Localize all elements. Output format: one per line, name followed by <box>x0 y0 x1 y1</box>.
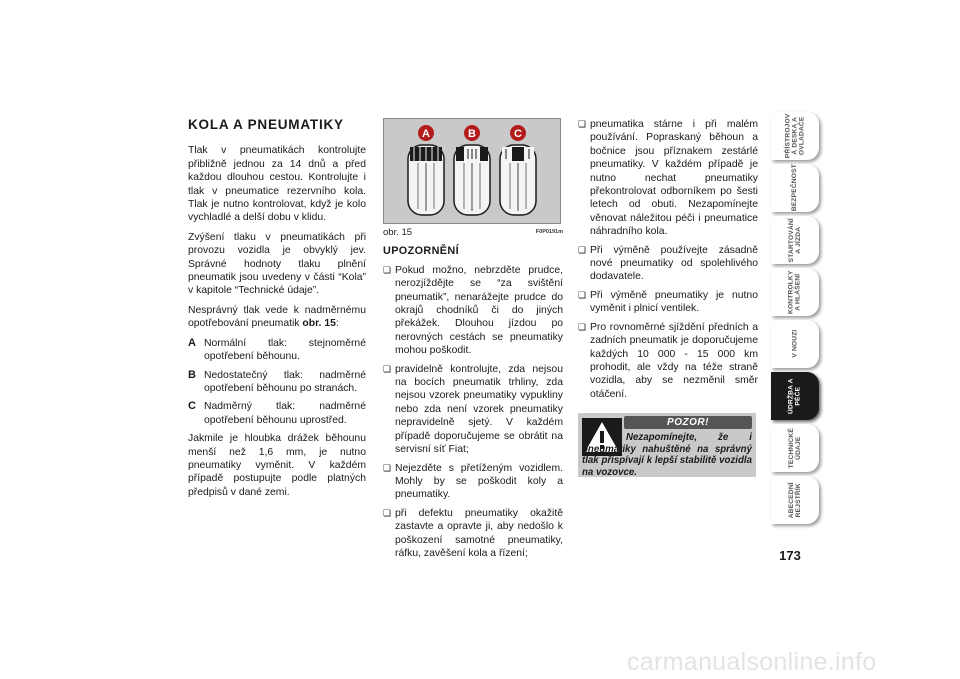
tab-bezpecnost[interactable] <box>771 164 819 212</box>
tire-a-illustration <box>408 145 444 215</box>
tab-technicke-udaje[interactable] <box>771 424 819 472</box>
wear-item-text: Normální tlak: stejnoměrné opotřebení běhounu. <box>204 337 366 363</box>
wear-paragraph: Nesprávný tlak vede k nadměrnému opotřebování pneumatik obr. 15: <box>188 304 366 330</box>
list-item: ❏ Při výměně používejte zásadně nové pneumatiky od spolehlivého dodavatele. <box>578 244 758 284</box>
page-number: 173 <box>779 548 801 563</box>
list-item: ❏ Pokud možno, nebrzděte prudce, nerozjíždějte se “za svištění pneumatik”, nenarážejte prudce do okrajů chodníků či do jiných překážek. Dlouhou jízdou po nerovných cestách se pneumatiky mohou poškodit. <box>383 264 563 358</box>
label-c: C <box>514 128 522 140</box>
tire-wear-figure <box>383 118 561 224</box>
list-item: ❏ Nejezděte s přetíženým vozidlem. Mohly by se poškodit koly a pneumatiky. <box>383 462 563 502</box>
list-item: ❏ při defektu pneumatiky okažitě zastavte a opravte ji, aby nedošlo k poškození samotné pneumatiky, ráfku, zavěšení kola a řízení; <box>383 507 563 561</box>
tire-care-list <box>578 118 758 401</box>
watermark: carmanualsonline.info <box>627 648 877 676</box>
middle-column <box>383 118 563 565</box>
figure-code: F0P0191m <box>535 229 563 235</box>
chapter-tabs <box>771 112 819 522</box>
tab-pristrojova-deska[interactable] <box>771 112 819 160</box>
figure-caption-row <box>383 226 563 239</box>
list-item: ❏ Při výměně pneumatiky je nutno vyměnit i plnicí ventilek. <box>578 289 758 316</box>
figure-caption: obr. 15 <box>383 227 413 238</box>
left-column <box>188 118 366 505</box>
wear-item-key: B <box>188 368 196 381</box>
warning-box <box>578 413 756 477</box>
wear-item-key: A <box>188 336 196 349</box>
warning-heading: UPOZORNĚNÍ <box>383 245 459 258</box>
tab-kontrolky[interactable] <box>771 268 819 316</box>
tire-wear-illustration <box>384 119 560 223</box>
label-b: B <box>468 128 476 140</box>
tab-label: BEZPEČNOST <box>791 164 799 212</box>
tab-label: PŘÍSTROJOV Á DESKA A OVLADAČE <box>784 113 806 159</box>
tab-label: ÚDRŽBA A PÉČE <box>787 378 802 414</box>
pressure-paragraph: Zvýšení tlaku v pneumatikách při provozu vozidla je obvyklý jev. Správné hodnoty tlaku plnění pneumatik jsou uvedeny v části “Kola” v kapitole “Technické údaje”. <box>188 231 366 297</box>
intro-paragraph: Tlak v pneumatikách kontrolujte přibližně jednou za 14 dnů a před každou dlouhou cestou. Kontrolujte i tlak v pneumatice rezervního kola. Tlak je nutno kontrolovat, když je kolo vychladlé a delší dobu v klidu. <box>188 145 366 224</box>
figure-reference[interactable]: obr. 15 <box>302 318 336 330</box>
list-item: ❏ Pro rovnoměrné sjíždění předních a zadních pneumatik je doporučujeme každých 10 000 - 15 000 km prohodit, ale vždy na téže straně vozidla, aby se nezměnil směr otáčení. <box>578 321 758 401</box>
tab-label: TECHNICKÉ ÚDAJE <box>787 427 802 469</box>
wear-item-key: C <box>188 400 196 413</box>
tab-abecedni-rejstrik[interactable] <box>771 476 819 524</box>
wear-item-text: Nedostatečný tlak: nadměrné opotřebení běhounu po stranách. <box>204 369 366 394</box>
list-item: ❏ pravidelně kontrolujte, zda nejsou na bocích pneumatik trhliny, zda nejsou vzorek pneumatiky vypukliny nebo zda není vzorek pneumatiky nepravidelně sjetý. V každém případě doporučujeme se obrátit na servisní síť Fiat; <box>383 363 563 457</box>
tire-b-illustration <box>454 145 490 215</box>
right-column <box>578 118 758 477</box>
warning-text: Nezapomínejte, že i pneumatiky nahuštěné na správný tlak přispívají k lepší stabilitě vozidla na vozovce. <box>582 432 752 478</box>
tab-label: ABECEDNÍ REJSTŘÍK <box>787 481 802 519</box>
wear-item-b <box>188 369 366 396</box>
wear-item-text: Nadměrný tlak: nadměrné opotřebení běhounu uprostřed. <box>204 401 366 426</box>
tab-udrzba-active[interactable] <box>771 372 819 420</box>
tab-startovani[interactable] <box>771 216 819 264</box>
page-title: KOLA A PNEUMATIKY <box>188 117 344 132</box>
tab-label: V NOUZI <box>791 329 799 359</box>
caution-list <box>383 264 563 561</box>
tab-label: STARTOVÁNÍ A JÍZDA <box>787 217 802 263</box>
tab-v-nouzi[interactable] <box>771 320 819 368</box>
tread-depth-paragraph: Jakmile je hloubka drážek běhounu menší než 1,6 mm, je nutno pneumatiky vyměnit. V každém případě postupujte podle platných předpisů v dané zemi. <box>188 433 366 498</box>
wear-item-a <box>188 337 366 364</box>
list-item: ❏ pneumatika stárne i při malém používání. Popraskaný běhoun a bočnice jsou příznakem zestárlé pneumatiky. V každém případě je nutno nechat pneumatiky překontrolovat odborníkem po šesti letech od obuti. Nezapomínejte věnovat náležitou péči i pneumatice náhradního kola. <box>578 118 758 239</box>
tire-c-illustration <box>500 145 536 215</box>
label-a: A <box>422 128 430 140</box>
tab-label: KONTROLKY A HLÁŠENÍ <box>787 270 802 314</box>
warning-badge: POZOR! <box>624 416 752 429</box>
wear-item-c <box>188 400 366 427</box>
